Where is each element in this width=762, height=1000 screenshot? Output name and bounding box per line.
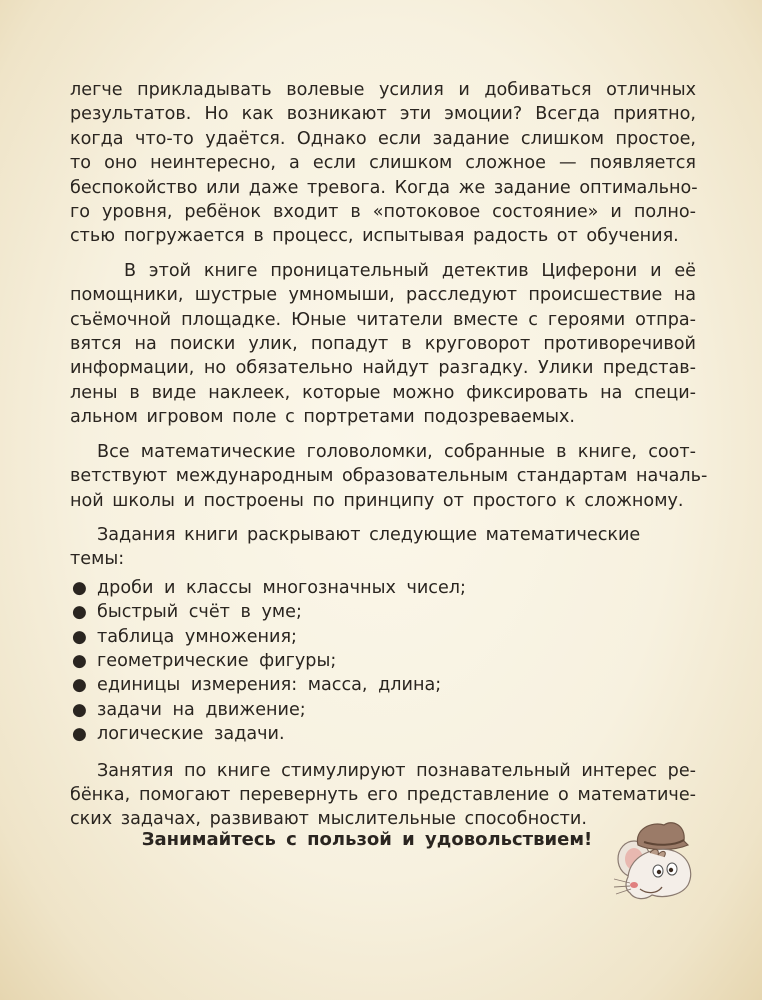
body-text <box>70 78 708 842</box>
list-item <box>70 576 696 600</box>
mouse-nose <box>630 882 638 888</box>
topic-text: логические задачи. <box>97 724 285 745</box>
text-line: съёмочной площадке. Юные читатели вместе с героями отпра- <box>70 309 696 330</box>
text-line: помощники, шустрые умномыши, расследуют происшествие на <box>70 285 696 306</box>
topic-text: задачи на движение; <box>97 699 306 720</box>
bullet-icon: ● <box>72 724 87 745</box>
topic-text: таблица умножения; <box>97 626 297 647</box>
text-line: В этой книге проницательный детектив Циферони и её <box>124 260 696 281</box>
topic-text: геометрические фигуры; <box>97 650 337 671</box>
list-item <box>70 698 696 722</box>
text-line: ной школы и построены по принципу от простого к сложному. <box>70 490 684 511</box>
topic-text: единицы измерения: масса, длина; <box>97 675 442 696</box>
paragraph-2 <box>70 259 696 430</box>
text-line: беспокойство или даже тревога. Когда же задание оптимально- <box>70 177 698 198</box>
bullet-icon: ● <box>72 650 87 671</box>
mouse-pupil <box>657 870 661 874</box>
list-item <box>70 600 696 624</box>
bullet-icon: ● <box>72 602 87 623</box>
topics-list <box>70 576 696 747</box>
mouse-pupil <box>669 868 673 872</box>
paragraph-3 <box>70 440 708 513</box>
text-line: результатов. Но как возникают эти эмоции? Всегда приятно, <box>70 104 696 125</box>
text-line: то оно неинтересно, а если слишком сложное — появляется <box>70 153 696 174</box>
text-line: Занятия по книге стимулируют познавательный интерес ре- <box>97 760 696 781</box>
text-line: вятся на поиски улик, попадут в круговорот противоречивой <box>70 334 696 355</box>
text-line: информации, но обязательно найдут разгадку. Улики представ- <box>70 358 696 379</box>
text-line: ветствуют международным образовательным стандартам началь- <box>70 466 708 487</box>
list-item <box>70 673 696 697</box>
bullet-icon: ● <box>72 675 87 696</box>
paragraph-1 <box>70 78 696 249</box>
text-line: Все математические головоломки, собранные в книге, соот- <box>97 441 696 462</box>
topic-text: дроби и классы многозначных чисел; <box>97 577 466 598</box>
topics-intro: Задания книги раскрывают следующие математические темы: <box>70 524 641 570</box>
bullet-icon: ● <box>72 626 87 647</box>
bullet-icon: ● <box>72 577 87 598</box>
mouse-detective-icon <box>604 815 708 919</box>
text-line: бёнка, помогают перевернуть его представление о математиче- <box>70 784 696 805</box>
text-line: когда что-то удаётся. Однако если задание слишком простое, <box>70 128 696 149</box>
text-line: стью погружается в процесс, испытывая радость от обучения. <box>70 226 679 247</box>
list-item <box>70 625 696 649</box>
text-line: альном игровом поле с портретами подозреваемых. <box>70 407 576 428</box>
text-line: лены в виде наклеек, которые можно фиксировать на специ- <box>70 382 696 403</box>
text-line: ских задачах, развивают мыслительные способности. <box>70 809 587 830</box>
list-item <box>70 722 696 746</box>
text-line: легче прикладывать волевые усилия и добиваться отличных <box>70 80 696 100</box>
list-item <box>70 649 696 673</box>
text-line: го уровня, ребёнок входит в «потоковое состояние» и полно- <box>70 202 696 223</box>
closing-text: Занимайтесь с пользой и удовольствием! <box>141 829 593 850</box>
bullet-icon: ● <box>72 699 87 720</box>
final-paragraph <box>70 759 696 832</box>
topic-text: быстрый счёт в уме; <box>97 602 302 623</box>
